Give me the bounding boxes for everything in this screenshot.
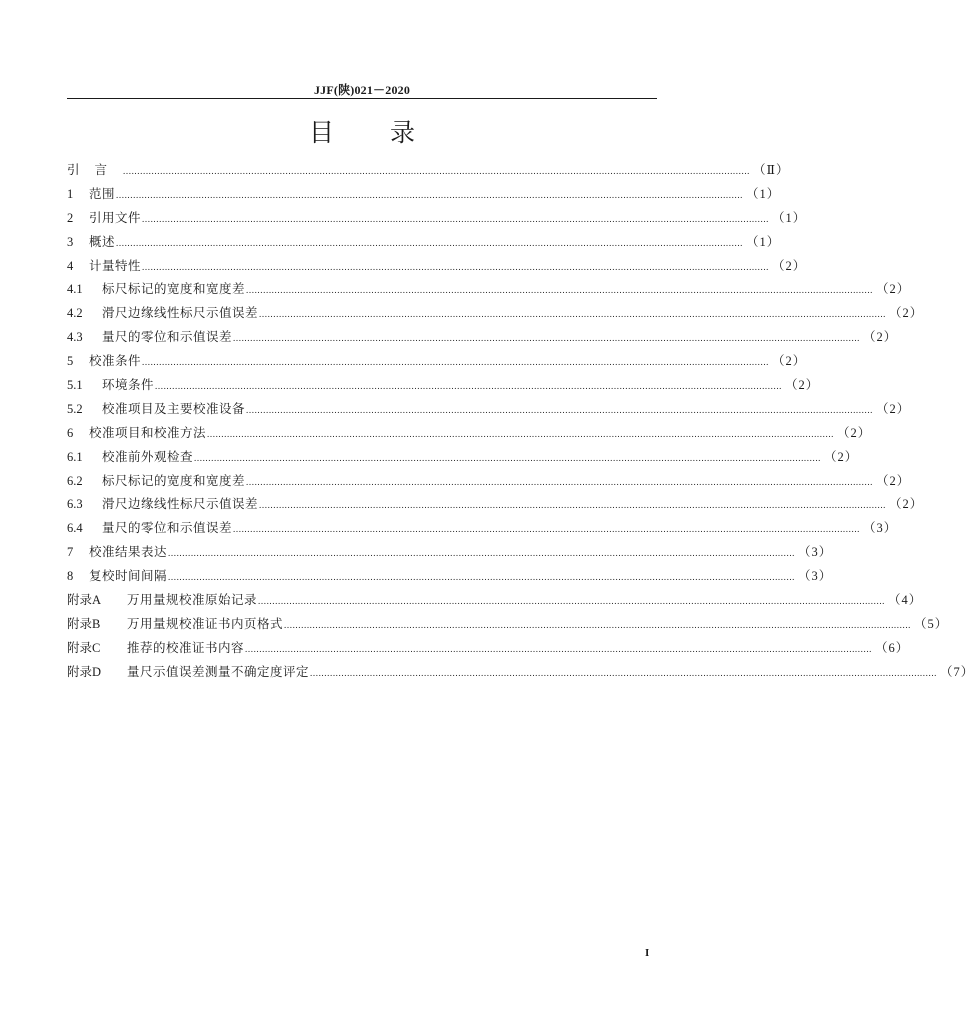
toc-entry-page: （1） <box>746 234 781 249</box>
toc-entry[interactable] <box>67 588 923 612</box>
header-divider <box>67 98 657 99</box>
title-part-2: 录 <box>390 118 416 147</box>
toc-entry-number: 6 <box>67 425 74 440</box>
toc-entry-page: （2） <box>876 473 911 488</box>
toc-entry-label: 万用量规校准证书内页格式 <box>127 615 284 631</box>
toc-entry-label: 校准前外观检查 <box>102 448 194 464</box>
toc-entry-page: （2） <box>889 497 924 512</box>
toc-leader-dots: ............................................................................................................................................................................................................................ <box>259 309 887 320</box>
toc-entry-number: 附录C <box>67 640 101 655</box>
toc-entry-page: （2） <box>876 282 911 297</box>
footer-page-number: I <box>645 947 650 959</box>
toc-entry[interactable] <box>67 349 807 373</box>
toc-entry-number: 附录A <box>67 593 102 608</box>
toc-entry-label: 概述 <box>89 233 116 249</box>
toc-leader-dots: ............................................................................................................................................................................................................................ <box>142 357 770 368</box>
toc-entry-number: 6.2 <box>67 473 83 488</box>
toc-entry-page: （7） <box>940 664 974 679</box>
toc-entry[interactable] <box>67 612 949 636</box>
toc-entry-number: 附录D <box>67 664 102 679</box>
toc-entry[interactable] <box>67 373 820 397</box>
toc-entry-label: 引用文件 <box>89 209 142 225</box>
toc-leader-dots: ............................................................................................................................................................................................................................ <box>246 476 874 487</box>
toc-leader-dots: ............................................................................................................................................................................................................................ <box>310 667 938 678</box>
toc-entry-number: 8 <box>67 569 74 584</box>
toc-entry-page: （3） <box>798 569 833 584</box>
toc-entry[interactable] <box>67 540 833 564</box>
toc-entry-number: 2 <box>67 210 74 225</box>
toc-entry[interactable] <box>67 492 924 516</box>
toc-leader-dots: ............................................................................................................................................................................................................................ <box>142 213 770 224</box>
toc-entry-number: 3 <box>67 234 74 249</box>
toc-entry-page: （6） <box>875 640 910 655</box>
toc-entry-page: （4） <box>888 593 923 608</box>
toc-entry-number: 6.1 <box>67 449 83 464</box>
toc-entry-page: （2） <box>824 449 859 464</box>
toc-leader-dots: ............................................................................................................................................................................................................................ <box>194 452 822 463</box>
toc-entry-number: 4.3 <box>67 330 83 345</box>
toc-entry-page: （2） <box>889 306 924 321</box>
toc-entry-label: 复校时间间隔 <box>89 568 168 584</box>
toc-entry-page: （5） <box>914 616 949 631</box>
toc-leader-dots: ............................................................................................................................................................................................................................ <box>233 333 861 344</box>
toc-leader-dots: ............................................................................................................................................................................................................................ <box>168 572 796 583</box>
toc-entry-number: 7 <box>67 545 74 560</box>
toc-leader-dots: ............................................................................................................................................................................................................................ <box>116 237 744 248</box>
toc-entry-page: （2） <box>863 330 898 345</box>
toc-entry-label: 量尺的零位和示值误差 <box>102 520 233 536</box>
toc-entry[interactable] <box>67 325 898 349</box>
toc-entry-label: 标尺标记的宽度和宽度差 <box>102 472 246 488</box>
toc-entry-label: 校准条件 <box>89 353 142 369</box>
toc-leader-dots: ............................................................................................................................................................................................................................ <box>284 619 912 630</box>
page-title <box>0 113 724 149</box>
toc-entry[interactable] <box>67 301 924 325</box>
toc-entry-page: （3） <box>863 521 898 536</box>
toc-entry-number: 4.2 <box>67 306 83 321</box>
toc-entry-number: 5 <box>67 354 74 369</box>
toc-entry-label: 万用量规校准原始记录 <box>127 592 258 608</box>
toc-entry-label: 计量特性 <box>89 257 142 273</box>
toc-entry-label: 范围 <box>89 185 116 201</box>
toc-entry-page: （3） <box>798 545 833 560</box>
toc-entry-label: 校准项目和校准方法 <box>89 424 207 440</box>
toc-leader-dots: ............................................................................................................................................................................................................................ <box>168 548 796 559</box>
title-part-1: 目 <box>308 118 334 147</box>
toc-leader-dots: ............................................................................................................................................................................................................................ <box>123 166 751 176</box>
toc-entry[interactable] <box>67 277 911 301</box>
toc-leader-dots: ............................................................................................................................................................................................................................ <box>233 524 861 535</box>
toc-entry[interactable] <box>67 469 911 493</box>
table-of-contents <box>67 158 974 684</box>
toc-leader-dots: ............................................................................................................................................................................................................................ <box>246 285 874 296</box>
toc-leader-dots: ............................................................................................................................................................................................................................ <box>207 428 835 439</box>
toc-entry-number: 6.3 <box>67 497 83 512</box>
toc-leader-dots: ............................................................................................................................................................................................................................ <box>142 261 770 272</box>
toc-entry-label: 量尺示值误差测量不确定度评定 <box>127 663 310 679</box>
toc-entry[interactable] <box>67 636 910 660</box>
document-code: JJF(陕)021－2020 <box>313 83 411 97</box>
toc-entry[interactable] <box>67 397 911 421</box>
toc-leader-dots: ............................................................................................................................................................................................................................ <box>245 643 873 654</box>
toc-entry-label: 引言 <box>67 162 123 177</box>
toc-entry-page: （1） <box>772 210 807 225</box>
toc-entry-number: 附录B <box>67 616 101 631</box>
toc-leader-dots: ............................................................................................................................................................................................................................ <box>246 404 874 415</box>
toc-entry[interactable] <box>67 660 974 684</box>
toc-leader-dots: ............................................................................................................................................................................................................................ <box>155 381 783 392</box>
toc-entry-page: （Ⅱ） <box>753 163 790 177</box>
toc-leader-dots: ............................................................................................................................................................................................................................ <box>258 596 886 607</box>
toc-entry[interactable] <box>67 421 872 445</box>
toc-entry[interactable] <box>67 158 790 182</box>
toc-entry-page: （2） <box>785 378 820 393</box>
toc-entry-page: （2） <box>876 401 911 416</box>
toc-entry-label: 滑尺边缘线性标尺示值误差 <box>102 496 259 512</box>
toc-entry-number: 4.1 <box>67 282 83 297</box>
toc-entry[interactable] <box>67 516 898 540</box>
toc-entry[interactable] <box>67 182 781 206</box>
toc-entry-label: 推荐的校准证书内容 <box>127 639 245 655</box>
toc-entry-number: 1 <box>67 186 74 201</box>
toc-leader-dots: ............................................................................................................................................................................................................................ <box>259 500 887 511</box>
toc-entry-number: 6.4 <box>67 521 83 536</box>
toc-entry-page: （2） <box>772 354 807 369</box>
toc-entry-page: （2） <box>837 425 872 440</box>
toc-entry[interactable] <box>67 230 781 254</box>
toc-entry[interactable] <box>67 254 807 278</box>
toc-entry[interactable] <box>67 564 833 588</box>
toc-entry[interactable] <box>67 445 859 469</box>
toc-entry-label: 环境条件 <box>102 377 155 393</box>
toc-entry-page: （2） <box>772 258 807 273</box>
toc-entry-number: 5.2 <box>67 401 83 416</box>
toc-entry-label: 标尺标记的宽度和宽度差 <box>102 281 246 297</box>
toc-leader-dots: ............................................................................................................................................................................................................................ <box>116 189 744 200</box>
toc-entry-page: （1） <box>746 186 781 201</box>
toc-entry-number: 4 <box>67 258 74 273</box>
toc-entry[interactable] <box>67 206 807 230</box>
toc-entry-label: 滑尺边缘线性标尺示值误差 <box>102 305 259 321</box>
toc-entry-label: 校准结果表达 <box>89 544 168 560</box>
toc-entry-number: 5.1 <box>67 378 83 393</box>
toc-entry-label: 校准项目及主要校准设备 <box>102 400 246 416</box>
toc-entry-label: 量尺的零位和示值误差 <box>102 329 233 345</box>
